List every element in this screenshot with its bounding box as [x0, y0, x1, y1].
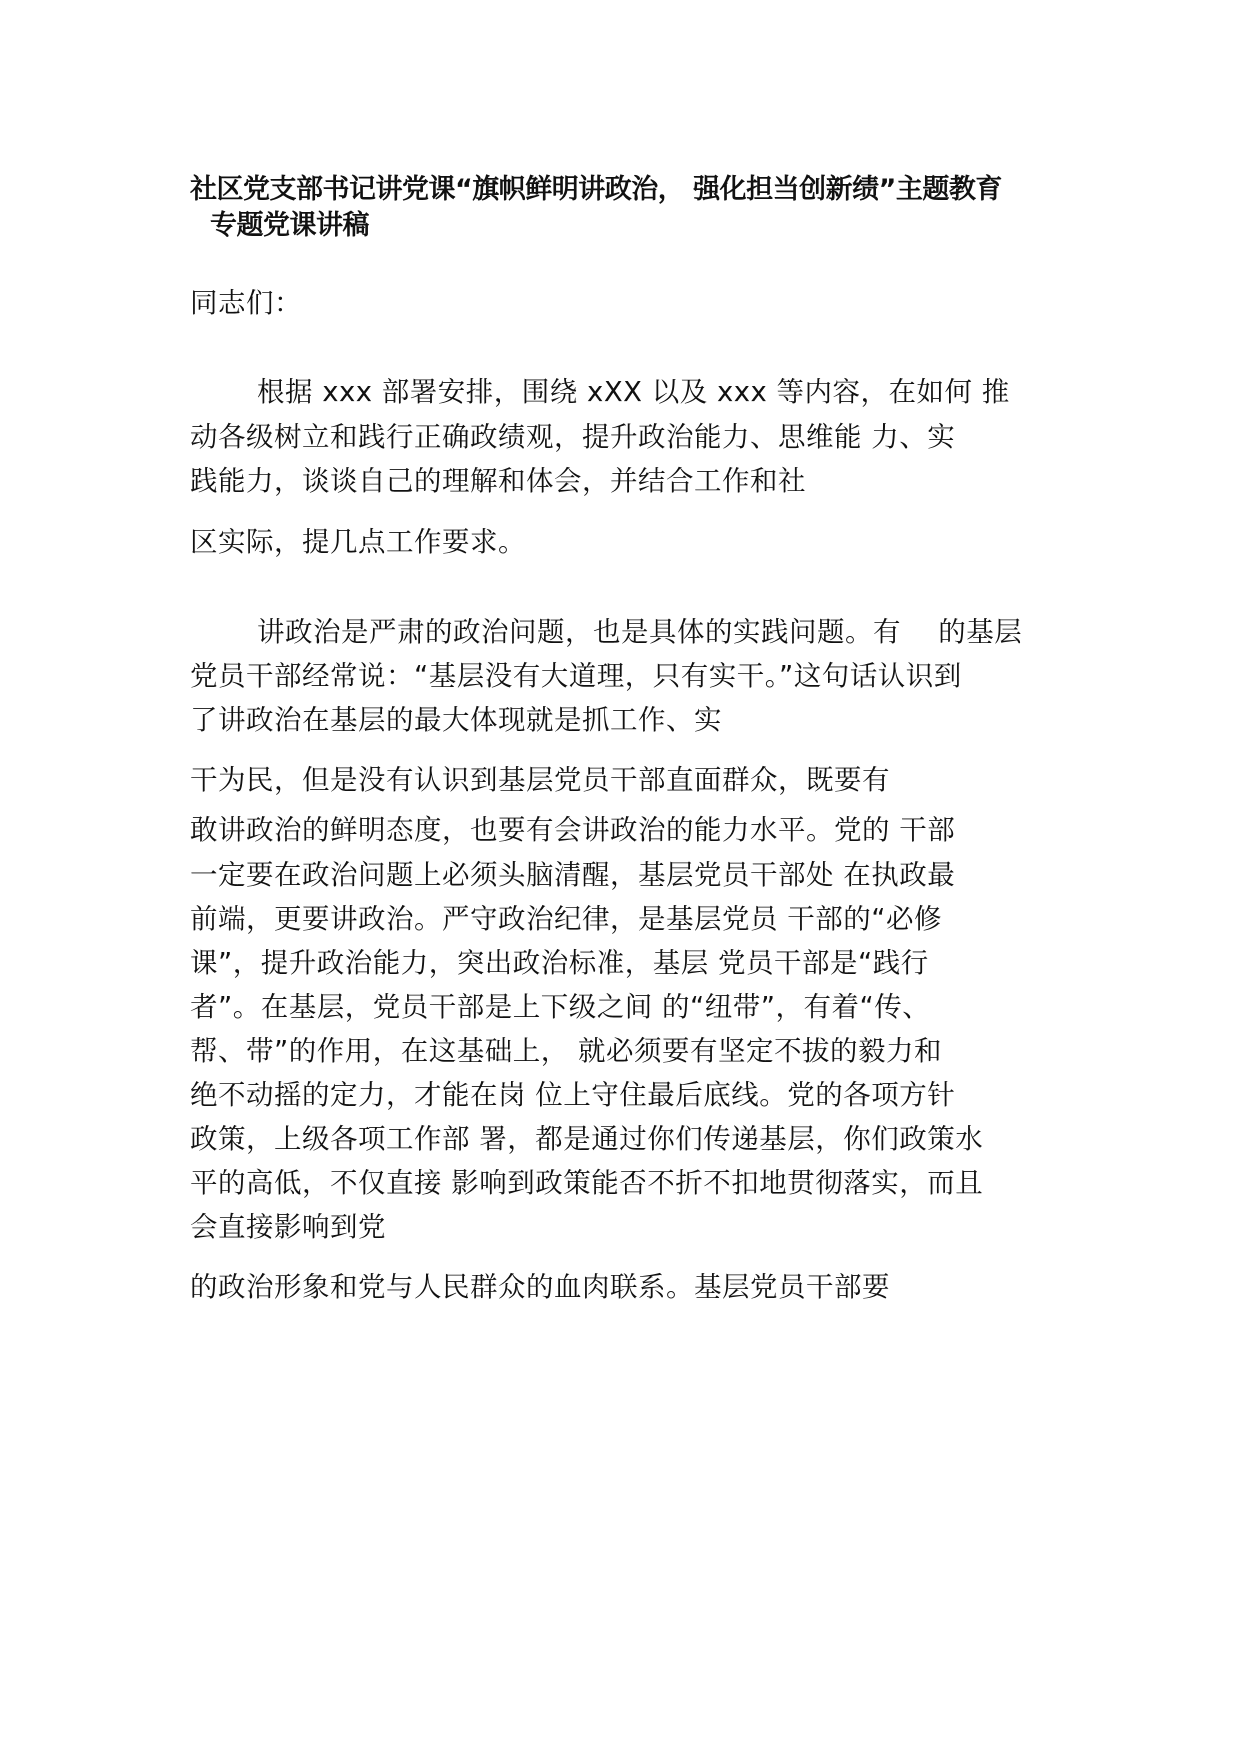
- title-line-1: 社区党支部书记讲党课“旗帜鲜明讲政治， 强化担当创新绩”主题教育: [190, 174, 1002, 205]
- paragraph-line: 区实际，提几点工作要求。: [190, 526, 526, 558]
- paragraph-line: 平的高低，不仅直接 影响到政策能否不折不扣地贯彻落实，而且: [190, 1167, 984, 1199]
- paragraph-line: 绝不动摇的定力，才能在岗 位上守住最后底线。党的各项方针: [190, 1079, 956, 1111]
- paragraph-line: 的政治形象和党与人民群众的血肉联系。基层党员干部要: [190, 1271, 890, 1303]
- paragraph-line: 根据 xxx 部署安排，围绕 xXX 以及 xxx 等内容，在如何 推: [257, 376, 1010, 408]
- paragraph-line: 践能力，谈谈自己的理解和体会，并结合工作和社: [190, 465, 806, 497]
- paragraph-line: 者”。在基层，党员干部是上下级之间 的“纽带”，有着“传、: [190, 991, 931, 1023]
- paragraph-line: 党员干部经常说：“基层没有大道理，只有实干。”这句话认识到: [190, 660, 962, 692]
- paragraph-line: 前端，更要讲政治。严守政治纪律，是基层党员 干部的“必修: [190, 903, 942, 935]
- paragraph-line: 了讲政治在基层的最大体现就是抓工作、实: [190, 704, 722, 736]
- paragraph-line: 会直接影响到党: [190, 1211, 386, 1243]
- paragraph-line: 政策，上级各项工作部 署，都是通过你们传递基层，你们政策水: [190, 1123, 984, 1155]
- salutation: 同志们：: [190, 287, 302, 319]
- paragraph-line: 一定要在政治问题上必须头脑清醒，基层党员干部处 在执政最: [190, 859, 956, 891]
- paragraph-line: 课”，提升政治能力，突出政治标准，基层 党员干部是“践行: [190, 947, 929, 979]
- paragraph-line: 讲政治是严肃的政治问题，也是具体的实践问题。有 的基层: [257, 616, 1023, 648]
- paragraph-line: 帮、带”的作用，在这基础上， 就必须要有坚定不拔的毅力和: [190, 1035, 942, 1067]
- paragraph-line: 动各级树立和践行正确政绩观，提升政治能力、思维能 力、实: [190, 421, 956, 453]
- paragraph-line: 干为民，但是没有认识到基层党员干部直面群众，既要有: [190, 764, 890, 796]
- title-line-2: 专题党课讲稿: [210, 210, 369, 241]
- document-title: [190, 172, 1090, 244]
- paragraph-line: 敢讲政治的鲜明态度，也要有会讲政治的能力水平。党的 干部: [190, 814, 956, 846]
